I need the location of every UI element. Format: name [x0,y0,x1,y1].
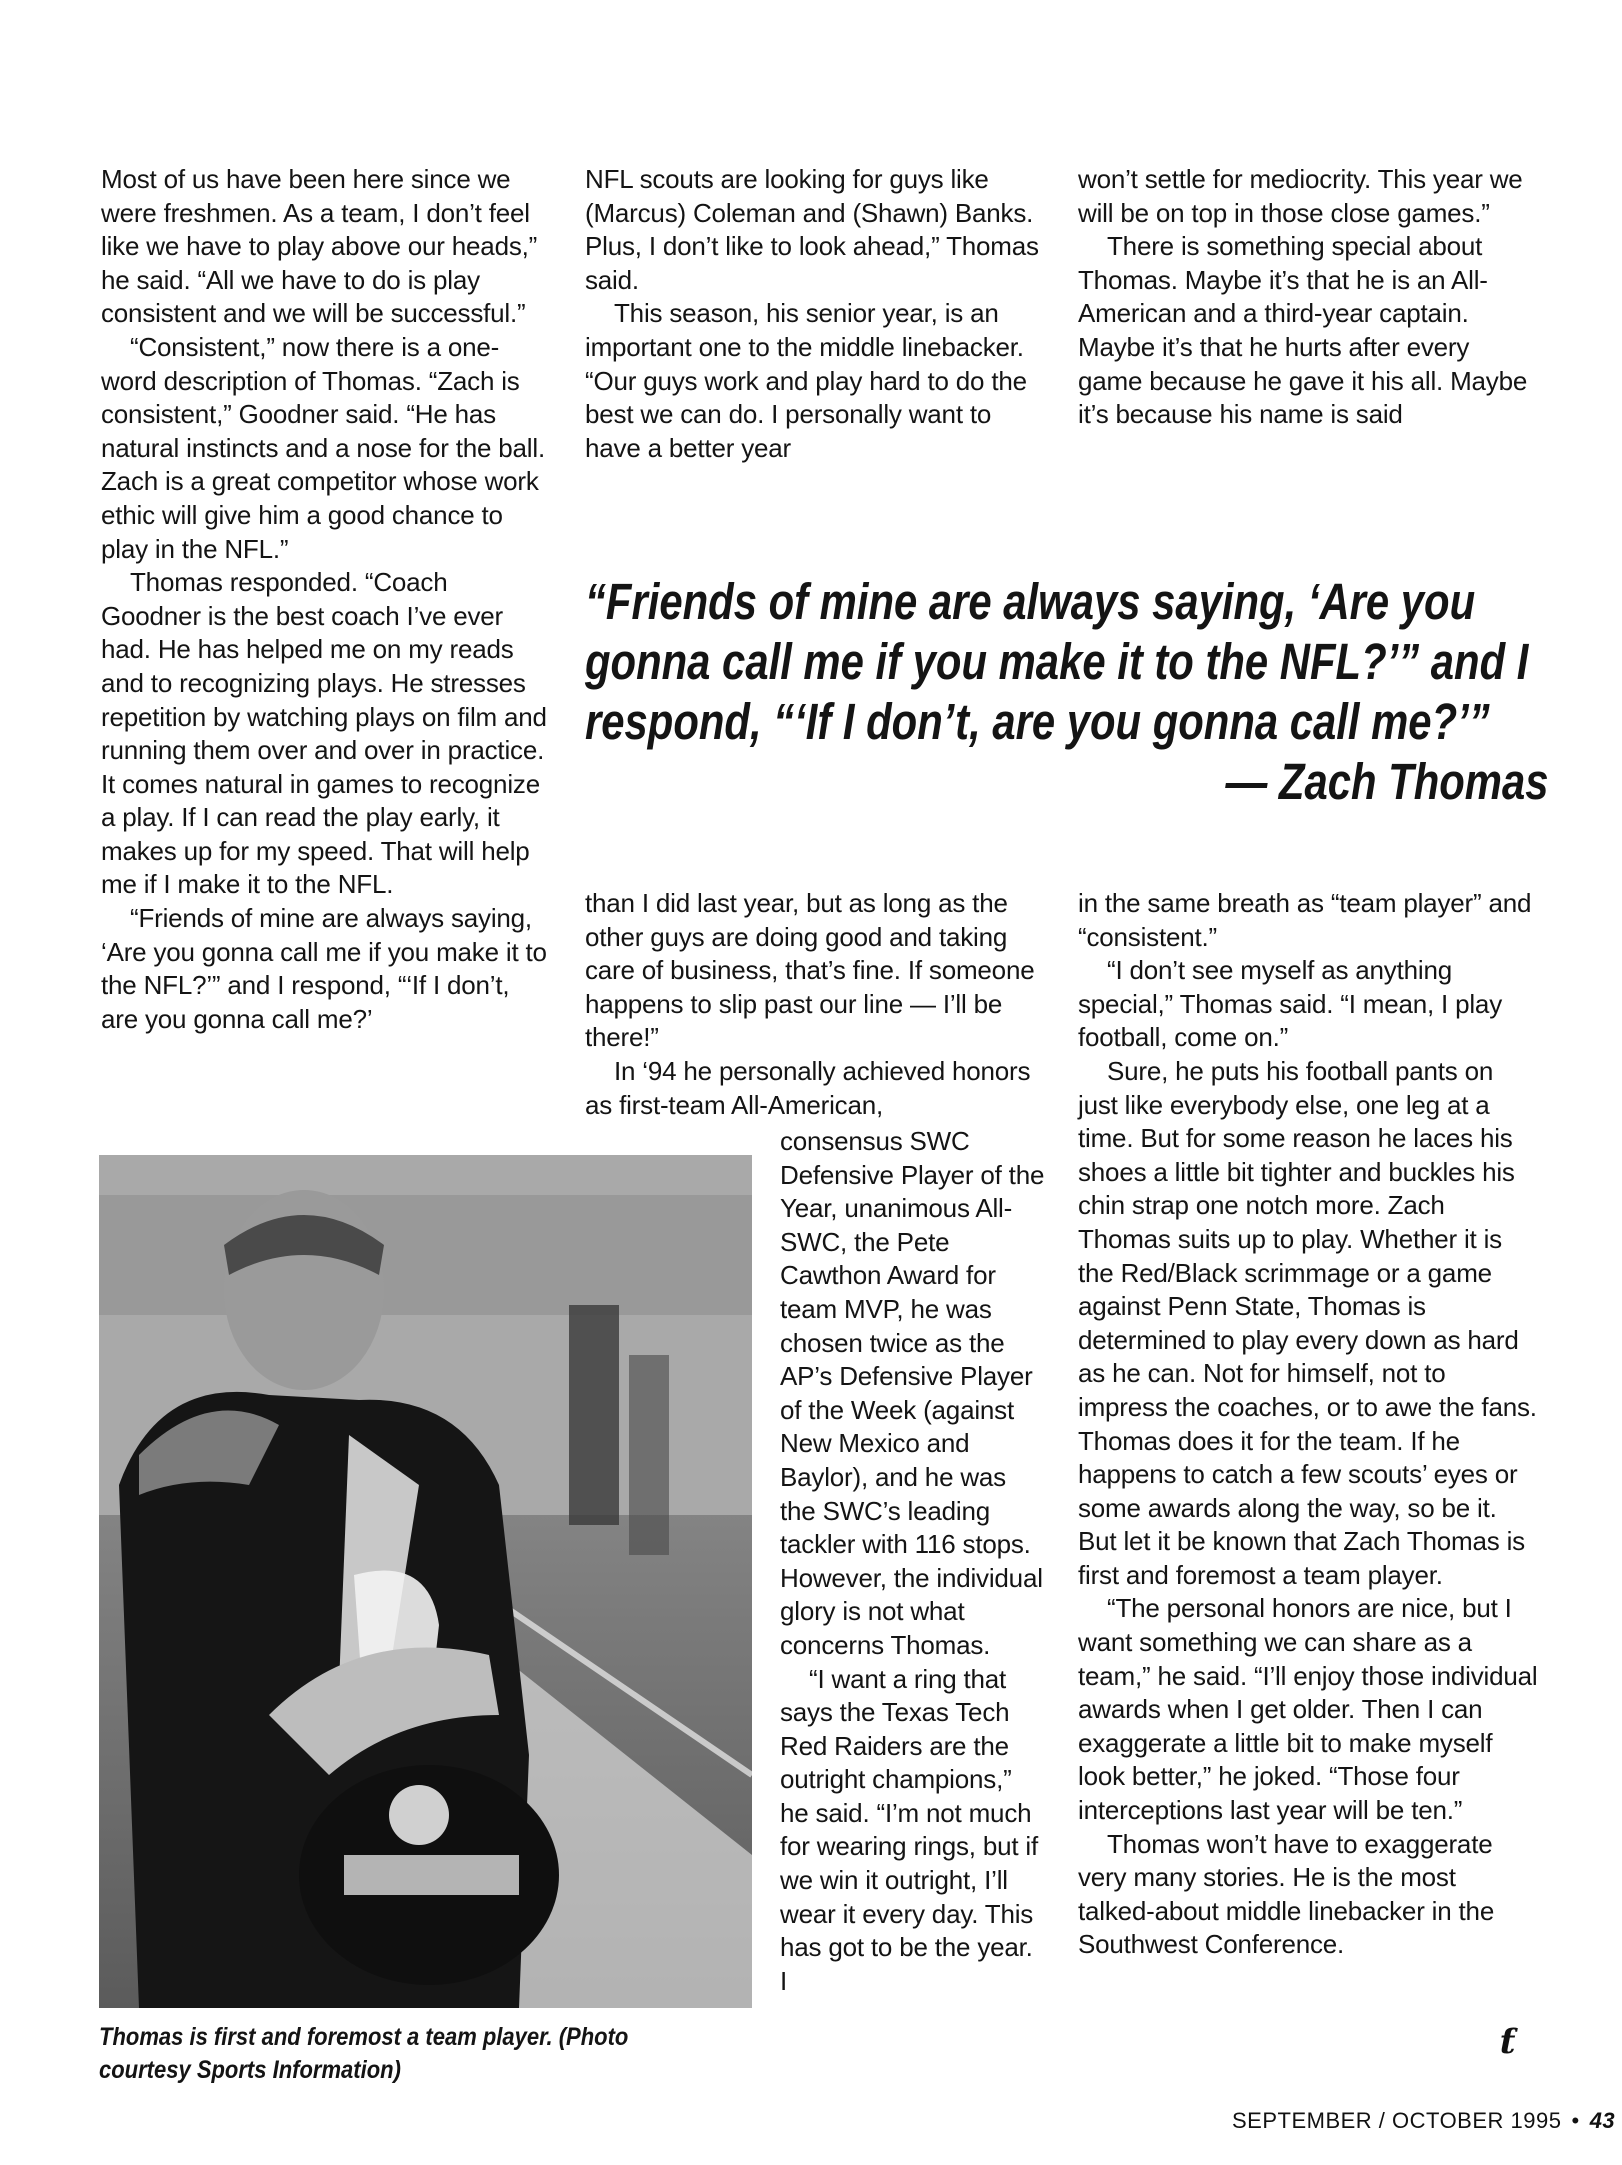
paragraph: Most of us have been here since we were freshmen. As a team, I don’t feel like we have to play above our heads,” he said. “All we have to do is play consistent and we will be successful.” [101,164,538,329]
player-photo-illustration [99,1155,752,2008]
issue-date: SEPTEMBER / OCTOBER 1995 [1232,2108,1562,2133]
article-column-2-wrap [780,1125,1045,1998]
photo-caption: Thomas is first and foremost a team player. (Photo courtesy Sports Information) [99,2023,629,2084]
article-column-3-top [1078,163,1533,432]
article-column-1 [101,163,551,1036]
article-column-3-bottom [1078,887,1538,1962]
paragraph: won’t settle for mediocrity. This year we will be on top in those close games.” [1078,164,1523,228]
player-photo [99,1155,752,2008]
paragraph: in the same breath as “team player” and “consistent.” [1078,888,1532,952]
paragraph: than I did last year, but as long as the other guys are doing good and taking care of business, that’s fine. If someone happens to slip past our line — I’ll be there!” [585,888,1035,1053]
paragraph: consensus SWC Defensive Player of the Year, unanimous All-SWC, the Pete Cawthon Award for team MVP, he was chosen twice as the AP’s Defensive Player of the Week (against New Mexico and Baylor), and he was the SWC’s leading tackler with 116 stops. However, the individual glory is not what concerns Thomas. [780,1126,1045,1660]
article-column-2-top [585,163,1040,465]
tech-t-logo-icon: ƭ [1500,2022,1516,2062]
paragraph: There is something special about Thomas. Maybe it’s that he is an All-American and a third-year captain. Maybe it’s that he hurts after every game because he gave it his all. Maybe it’s because his name is said [1078,231,1528,430]
paragraph: “I don’t see myself as anything special,” Thomas said. “I mean, I play football, come on.” [1078,955,1502,1053]
footer-separator: • [1571,2108,1580,2133]
paragraph: “The personal honors are nice, but I want something we can share as a team,” he said. “I’ll enjoy those individual awards when I get older. Then I can exaggerate a little bit to make myself look better,” he joked. “Those four interceptions last year will be ten.” [1078,1593,1538,1826]
paragraph: In ‘94 he personally achieved honors as first-team All-American, [585,1055,1031,1120]
paragraph: “I want a ring that says the Texas Tech Red Raiders are the outright champions,” he said. “I’m not much for wearing rings, but if we win it outright, I’ll wear it every day. This has got to be the year. I [780,1663,1039,1996]
paragraph: Thomas won’t have to exaggerate very many stories. He is the most talked-about middle linebacker in the Southwest Conference. [1078,1828,1495,1960]
paragraph: Thomas responded. “Coach Goodner is the best coach I’ve ever had. He has helped me on my reads and to recognizing plays. He stresses repetition by watching plays on film and running them over and over in practice. It comes natural in games to recognize a play. If I can read the play early, it makes up for my speed. That will help me if I make it to the NFL. [101,567,547,900]
paragraph: This season, his senior year, is an important one to the middle linebacker. “Our guys work and play hard to do the best we can do. I personally want to have a better year [585,298,1027,463]
page-footer [1232,2108,1616,2134]
paragraph: “Consistent,” now there is a one-word description of Thomas. “Zach is consistent,” Goodner said. “He has natural instincts and a nose for the ball. Zach is a great competitor whose work ethic will give him a good chance to play in the NFL.” [101,331,545,564]
article-column-2-bottom [585,887,1040,1122]
pull-quote [585,572,1549,812]
pull-quote-text: “Friends of mine are always saying, ‘Are you gonna call me if you make it to the NFL?’” and I respond, “‘If I don’t, are you gonna call me?’” [585,573,1529,750]
paragraph: “Friends of mine are always saying, ‘Are you gonna call me if you make it to the NFL?’” and I respond, “‘If I don’t, are you gonna call me?’ [101,903,547,1034]
page-number: 43 [1589,2108,1616,2133]
paragraph: Sure, he puts his football pants on just like everybody else, one leg at a time. But for some reason he laces his shoes a little bit tighter and buckles his chin strap one notch more. Zach Thomas suits up to play. Whether it is the Red/Black scrimmage or a game against Penn State, Thomas is determined to play every down as hard as he can. Not for himself, not to impress the coaches, or to awe the fans. Thomas does it for the team. If he happens to catch a few scouts’ eyes or some awards along the way, so be it. But let it be known that Zach Thomas is first and foremost a team player. [1078,1055,1537,1590]
paragraph: NFL scouts are looking for guys like (Marcus) Coleman and (Shawn) Banks. Plus, I don’t like to look ahead,” Thomas said. [585,164,1039,295]
pull-quote-attribution: — Zach Thomas [1225,753,1549,810]
